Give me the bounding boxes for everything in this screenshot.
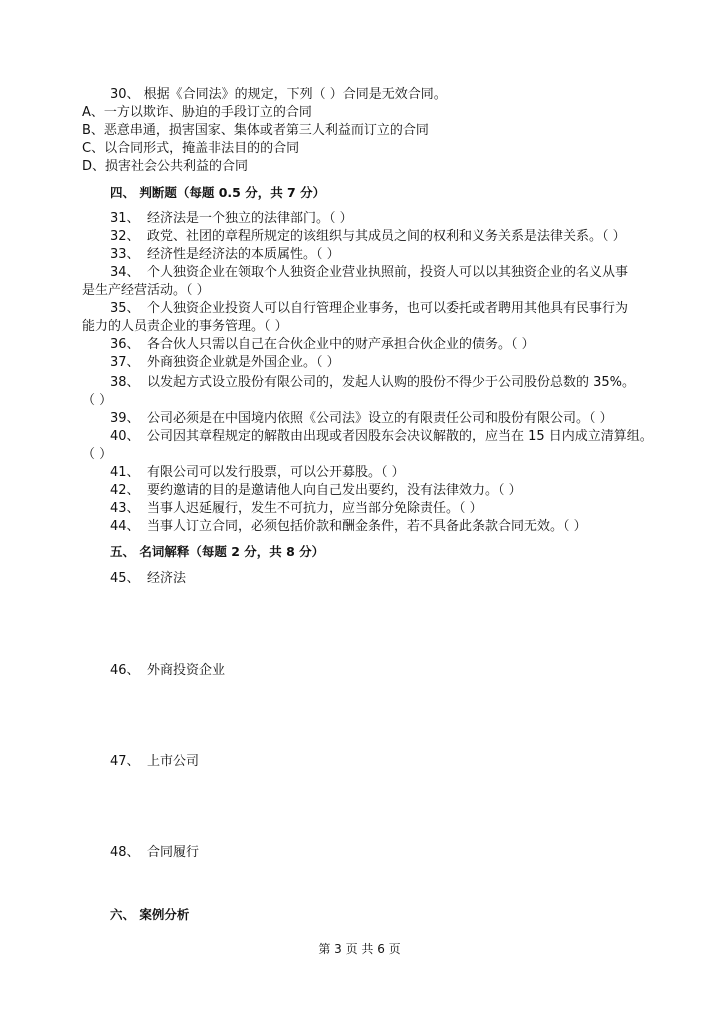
item-number: 36、 bbox=[110, 337, 140, 352]
item-number: 42、 bbox=[110, 483, 140, 498]
item-number: 33、 bbox=[110, 247, 140, 262]
term-46 bbox=[110, 662, 225, 679]
item-number: 34、 bbox=[110, 265, 140, 280]
judgment-44 bbox=[110, 518, 587, 535]
question-30: 30、 根据《合同法》的规定，下列（ ）合同是无效合同。 bbox=[110, 87, 447, 102]
item-text: 公司因其章程规定的解散由出现或者因股东会决议解散的，应当在 15 日内成立清算组。 bbox=[147, 429, 653, 444]
item-number: 32、 bbox=[110, 229, 140, 244]
judgment-40 bbox=[110, 428, 653, 445]
option-a: A、一方以欺诈、胁迫的手段订立的合同 bbox=[82, 105, 312, 120]
item-number: 35、 bbox=[110, 301, 140, 316]
judgment-34-cont: 是生产经营活动。（ ） bbox=[82, 283, 210, 298]
section-5-heading: 五、 名词解释（每题 2 分，共 8 分） bbox=[110, 544, 325, 559]
section-4-heading: 四、 判断题（每题 0.5 分，共 7 分） bbox=[110, 185, 326, 200]
item-text: 有限公司可以发行股票，可以公开募股。（ ） bbox=[147, 465, 405, 480]
judgment-35-cont: 能力的人员责企业的事务管理。（ ） bbox=[82, 319, 288, 334]
item-text: 经济法 bbox=[147, 571, 187, 586]
judgment-38-cont: （ ） bbox=[82, 393, 113, 408]
item-number: 48、 bbox=[110, 845, 140, 860]
item-text: 当事人订立合同，必须包括价款和酬金条件，若不具备此条款合同无效。（ ） bbox=[147, 519, 587, 534]
item-number: 39、 bbox=[110, 411, 140, 426]
item-text: 个人独资企业投资人可以自行管理企业事务，也可以委托或者聘用其他具有民事行为 bbox=[147, 301, 629, 316]
item-number: 41、 bbox=[110, 465, 140, 480]
item-text: 政党、社团的章程所规定的该组织与其成员之间的权利和义务关系是法律关系。（ ） bbox=[147, 229, 626, 244]
item-text: 经济性是经济法的本质属性。（ ） bbox=[147, 247, 340, 262]
item-text: 要约邀请的目的是邀请他人向自己发出要约，没有法律效力。（ ） bbox=[147, 483, 522, 498]
item-number: 44、 bbox=[110, 519, 140, 534]
judgment-42 bbox=[110, 482, 522, 499]
page-footer: 第 3 页 共 6 页 bbox=[318, 942, 401, 956]
item-number: 46、 bbox=[110, 663, 140, 678]
judgment-40-cont: （ ） bbox=[82, 447, 113, 462]
item-number: 38、 bbox=[110, 375, 140, 390]
option-d: D、损害社会公共利益的合同 bbox=[82, 159, 249, 174]
term-45 bbox=[110, 570, 186, 587]
section-6-heading: 六、 案例分析 bbox=[110, 907, 190, 922]
item-text: 经济法是一个独立的法律部门。（ ） bbox=[147, 211, 353, 226]
item-number: 47、 bbox=[110, 754, 140, 769]
item-number: 40、 bbox=[110, 429, 140, 444]
item-text: 当事人迟延履行，发生不可抗力，应当部分免除责任。（ ） bbox=[147, 501, 483, 516]
item-number: 31、 bbox=[110, 211, 140, 226]
judgment-31 bbox=[110, 210, 353, 227]
item-number: 43、 bbox=[110, 501, 140, 516]
judgment-41 bbox=[110, 464, 405, 481]
judgment-37 bbox=[110, 354, 340, 371]
item-text: 外商投资企业 bbox=[147, 663, 226, 678]
judgment-43 bbox=[110, 500, 483, 517]
term-47 bbox=[110, 753, 199, 770]
item-text: 合同履行 bbox=[147, 845, 200, 860]
item-text: 各合伙人只需以自己在合伙企业中的财产承担合伙企业的债务。（ ） bbox=[147, 337, 535, 352]
option-b: B、恶意串通，损害国家、集体或者第三人利益而订立的合同 bbox=[82, 123, 429, 138]
item-number: 45、 bbox=[110, 571, 140, 586]
item-text: 公司必须是在中国境内依照《公司法》设立的有限责任公司和股份有限公司。（ ） bbox=[147, 411, 613, 426]
item-number: 37、 bbox=[110, 355, 140, 370]
term-48 bbox=[110, 844, 199, 861]
item-text: 外商独资企业就是外国企业。（ ） bbox=[147, 355, 340, 370]
judgment-34 bbox=[110, 264, 628, 281]
item-text: 以发起方式设立股份有限公司的，发起人认购的股份不得少于公司股份总数的 35%。 bbox=[147, 375, 636, 390]
item-text: 个人独资企业在领取个人独资企业营业执照前，投资人可以以其独资企业的名义从事 bbox=[147, 265, 629, 280]
option-c: C、以合同形式，掩盖非法目的的合同 bbox=[82, 141, 300, 156]
item-text: 上市公司 bbox=[147, 754, 200, 769]
judgment-32 bbox=[110, 228, 626, 245]
judgment-39 bbox=[110, 410, 613, 427]
judgment-35 bbox=[110, 300, 628, 317]
judgment-36 bbox=[110, 336, 535, 353]
judgment-38 bbox=[110, 374, 635, 391]
judgment-33 bbox=[110, 246, 340, 263]
